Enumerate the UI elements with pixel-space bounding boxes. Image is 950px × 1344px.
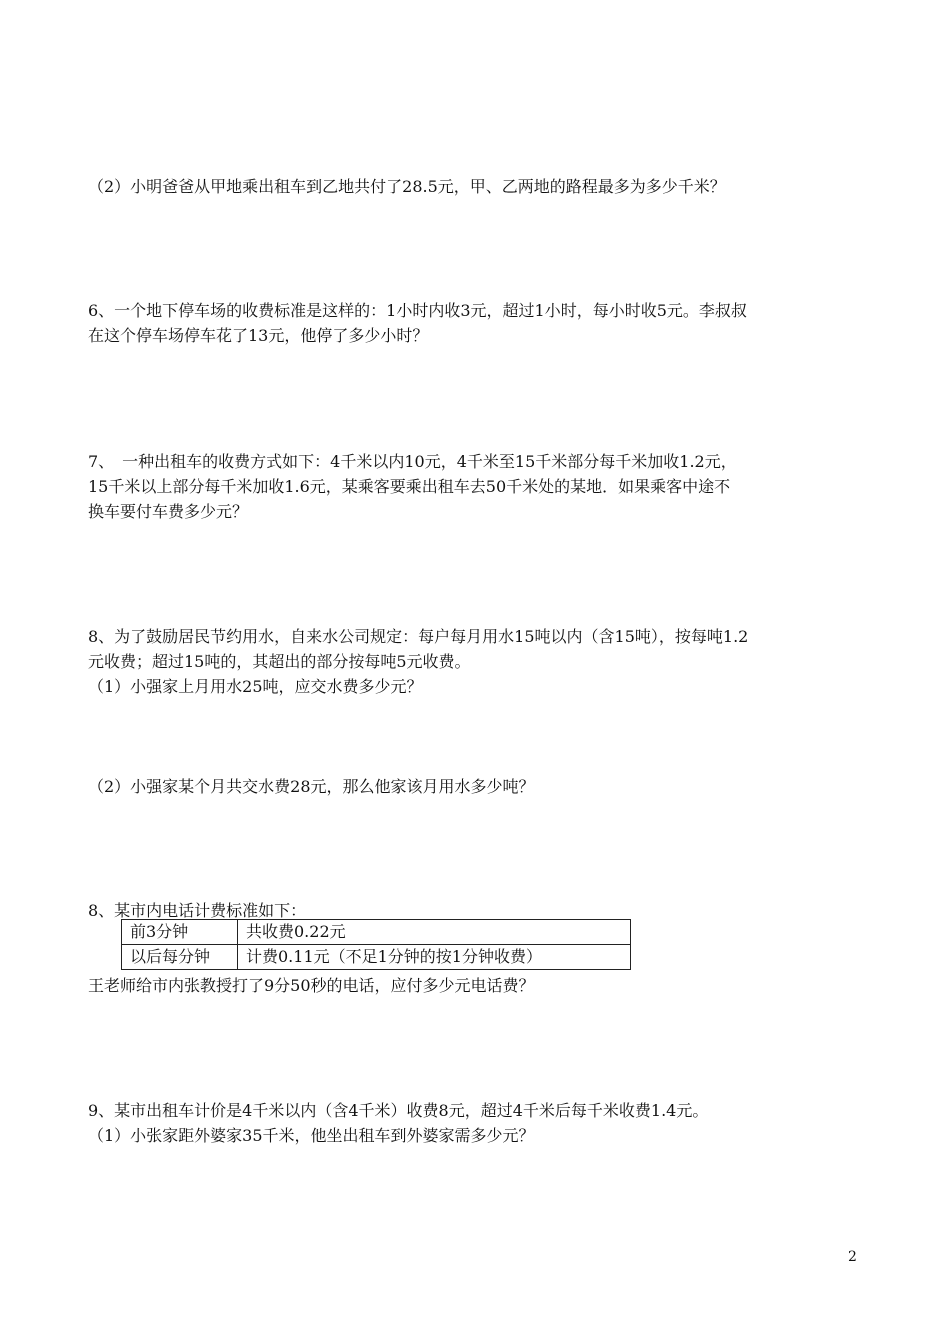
table-row xyxy=(122,920,631,945)
q6-line1: 6、一个地下停车场的收费标准是这样的：1小时内收3元，超过1小时，每小时收5元。李叔叔 xyxy=(88,301,747,320)
q7-line1: 7、 一种出租车的收费方式如下：4千米以内10元，4千米至15千米部分每千米加收1.2元， xyxy=(88,452,737,471)
q7-line2: 15千米以上部分每千米加收1.6元，某乘客要乘出租车去50千米处的某地．如果乘客中途不 xyxy=(88,477,731,496)
q9-line1: 9、某市出租车计价是4千米以内（含4千米）收费8元，超过4千米后每千米收费1.4元。 xyxy=(88,1101,709,1120)
table-cell: 前3分钟 xyxy=(122,920,238,945)
q8b-intro: 8、某市内电话计费标准如下： xyxy=(88,901,307,920)
table-cell: 计费0.11元（不足1分钟的按1分钟收费） xyxy=(238,945,631,970)
table-cell: 以后每分钟 xyxy=(122,945,238,970)
table-cell: 共收费0.22元 xyxy=(238,920,631,945)
q8-part2: （2）小强家某个月共交水费28元，那么他家该月用水多少吨？ xyxy=(88,777,535,796)
q8b-question: 王老师给市内张教授打了9分50秒的电话，应付多少元电话费？ xyxy=(88,976,535,995)
phone-fee-table xyxy=(121,919,631,970)
table-row xyxy=(122,945,631,970)
q9-part1: （1）小张家距外婆家35千米，他坐出租车到外婆家需多少元？ xyxy=(88,1126,535,1145)
q5-part2: （2）小明爸爸从甲地乘出租车到乙地共付了28.5元，甲、乙两地的路程最多为多少千米？ xyxy=(88,177,726,196)
q8-line2: 元收费；超过15吨的，其超出的部分按每吨5元收费。 xyxy=(88,652,471,671)
page-number: 2 xyxy=(848,1249,857,1265)
q7-line3: 换车要付车费多少元？ xyxy=(88,502,249,521)
q8-part1: （1）小强家上月用水25吨，应交水费多少元？ xyxy=(88,677,423,696)
q6-line2: 在这个停车场停车花了13元，他停了多少小时？ xyxy=(88,326,429,345)
q8-line1: 8、为了鼓励居民节约用水，自来水公司规定：每户每月用水15吨以内（含15吨），按每吨1.2 xyxy=(88,627,749,646)
